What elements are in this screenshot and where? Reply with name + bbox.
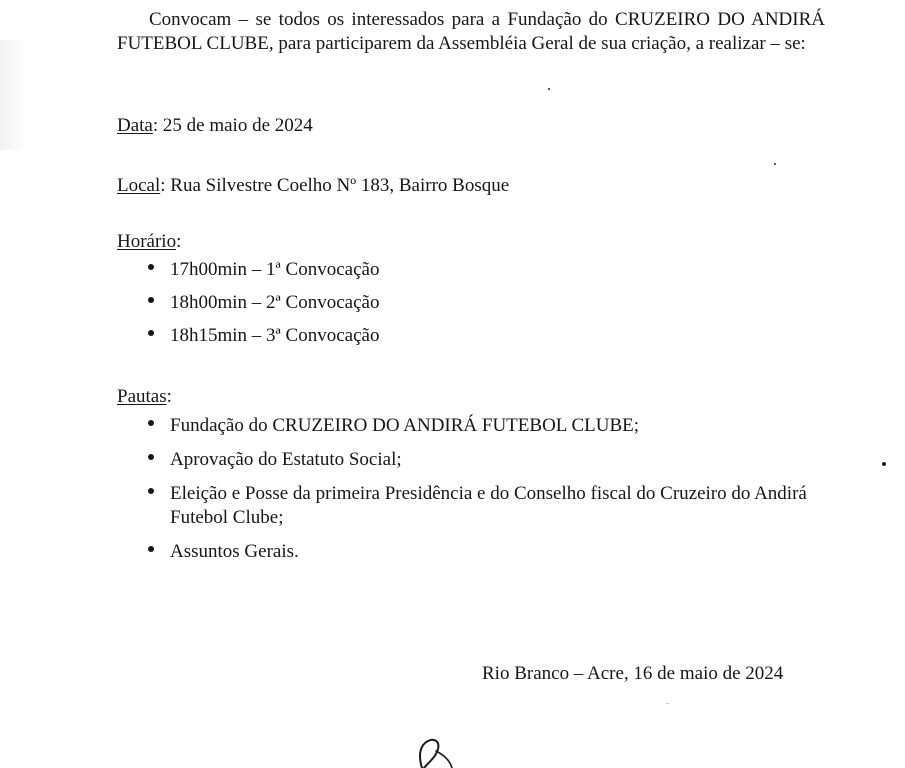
scan-speck [882,462,886,466]
schedule-label: Horário [117,231,177,252]
scan-shadow [0,40,28,150]
agenda-item: Assuntos Gerais. [146,540,836,564]
agenda-heading [117,385,172,409]
agenda-item: Fundação do CRUZEIRO DO ANDIRÁ FUTEBOL CLUBE; [146,414,836,438]
agenda-item: Aprovação do Estatuto Social; [146,448,836,472]
location-label: Local [117,175,161,196]
schedule-list [146,258,379,357]
agenda-list [146,414,836,574]
agenda-label: Pautas [117,386,167,407]
scan-speck [666,703,669,704]
date-label: Data [117,115,153,136]
schedule-item: 18h00min – 2ª Convocação [146,291,379,315]
schedule-heading [117,230,181,254]
schedule-item: 18h15min – 3ª Convocação [146,324,379,348]
intro-paragraph: Convocam – se todos os interessados para a Fundação do CRUZEIRO DO ANDIRÁ FUTEBOL CLUBE, para participarem da Assembléia Geral de sua criação, a realizar – se: [117,9,825,54]
date-line [117,114,313,138]
location-value: : Rua Silvestre Coelho Nº 183, Bairro Bosque [160,175,510,196]
place-date: Rio Branco – Acre, 16 de maio de 2024 [482,663,784,684]
signature-mark [400,725,480,768]
scan-speck [548,88,550,90]
scan-speck [774,163,776,165]
schedule-item: 17h00min – 1ª Convocação [146,258,379,282]
location-line [117,174,509,198]
schedule-colon: : [176,231,182,252]
date-value: : 25 de maio de 2024 [152,115,313,136]
agenda-colon: : [166,386,172,407]
agenda-item: Eleição e Posse da primeira Presidência e do Conselho fiscal do Cruzeiro do Andirá Futebol Clube; [146,482,836,530]
